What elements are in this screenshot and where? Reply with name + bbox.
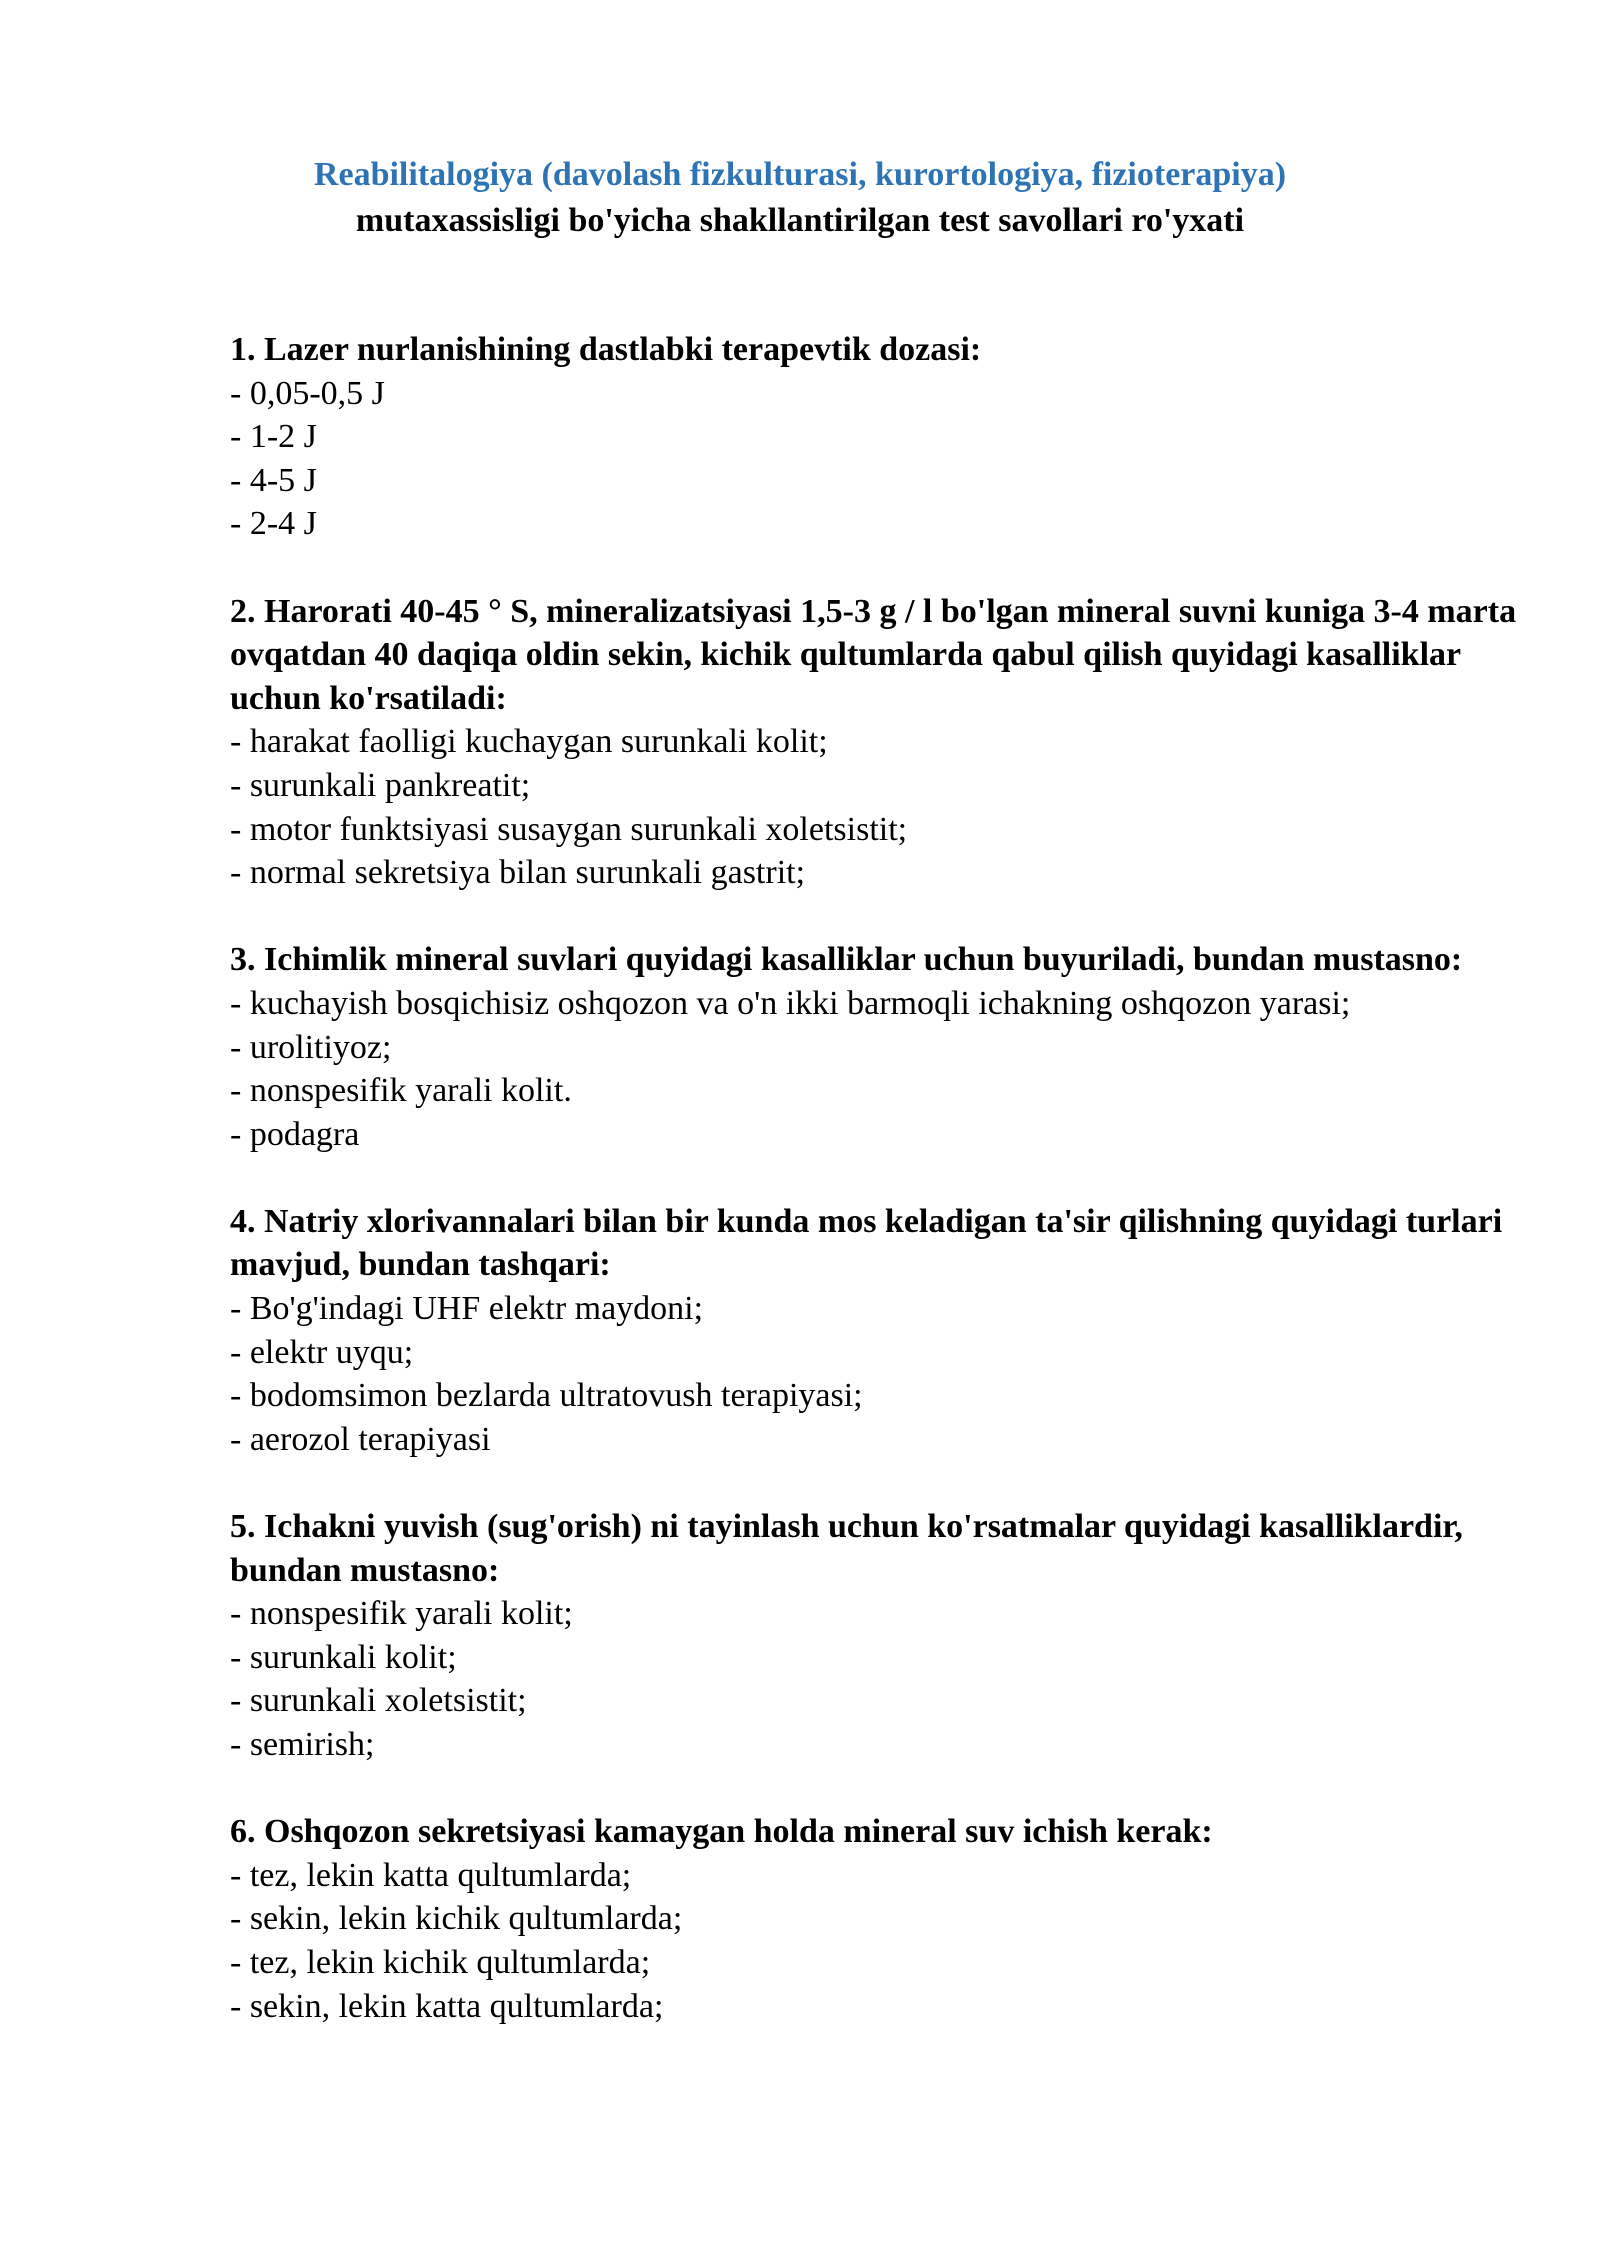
answer-option: - sekin, lekin kichik qultumlarda; [230,1900,683,1938]
answer-option: - nonspesifik yarali kolit; [230,1595,573,1633]
document-title: Reabilitalogiya (davolash fizkulturasi, kurortologiya, fizioterapiya) [313,156,1287,193]
answer-option: - surunkali xoletsistit; [230,1682,527,1720]
question-list [230,328,1530,2072]
question-4 [230,1200,1530,1462]
document-header [0,152,1600,244]
answer-option: - normal sekretsiya bilan surunkali gastrit; [230,854,806,892]
question-2 [230,590,1530,895]
question-text: 6. Oshqozon sekretsiyasi kamaygan holda mineral suv ichish kerak: [230,1813,1213,1851]
answer-option: - surunkali kolit; [230,1638,457,1676]
answer-option: - 2-4 J [230,505,317,543]
answer-option: - motor funktsiyasi susaygan surunkali xoletsistit; [230,810,908,848]
answer-option: - 1-2 J [230,418,317,456]
answer-option: - podagra [230,1115,360,1153]
question-text: 3. Ichimlik mineral suvlari quyidagi kasalliklar uchun buyuriladi, bundan mustasno: [230,941,1463,979]
answer-option: - semirish; [230,1726,375,1763]
answer-option: - 4-5 J [230,461,317,499]
question-6 [230,1810,1530,2028]
question-1 [230,328,1530,546]
answer-option: - kuchayish bosqichisiz oshqozon va o'n ikki barmoqli ichakning oshqozon yarasi; [230,984,1351,1022]
question-text: 5. Ichakni yuvish (sug'orish) ni tayinlash uchun ko'rsatmalar quyidagi kasalliklardir, bundan mustasno: [230,1508,1463,1589]
answer-option: - 0,05-0,5 J [230,374,385,412]
answer-option: - harakat faolligi kuchaygan surunkali kolit; [230,723,828,761]
answer-option: - surunkali pankreatit; [230,766,531,804]
question-5 [230,1505,1530,1767]
answer-option: - Bo'g'indagi UHF elektr maydoni; [230,1290,704,1328]
answer-option: - urolitiyoz; [230,1028,392,1066]
answer-option: - nonspesifik yarali kolit. [230,1072,572,1110]
answer-option: - sekin, lekin katta qultumlarda; [230,1987,664,2025]
question-text: 2. Harorati 40-45 ° S, mineralizatsiyasi 1,5-3 g / l bo'lgan mineral suvni kuniga 3-4 marta ovqatdan 40 daqiqa oldin sekin, kichik qultumlarda qabul qilish quyidagi kasalliklar uchun ko'rsatiladi: [230,592,1517,717]
answer-option: - aerozol terapiyasi [230,1420,491,1458]
question-text: 1. Lazer nurlanishining dastlabki terapevtik dozasi: [230,331,982,368]
answer-option: - tez, lekin katta qultumlarda; [230,1856,632,1894]
question-3 [230,938,1530,1156]
question-text: 4. Natriy xlorivannalari bilan bir kunda mos keladigan ta'sir qilishning quyidagi turlari mavjud, bundan tashqari: [230,1202,1503,1284]
answer-option: - tez, lekin kichik qultumlarda; [230,1943,651,1981]
document-subtitle: mutaxassisligi bo'yicha shakllantirilgan test savollari ro'yxati [355,202,1245,239]
answer-option: - bodomsimon bezlarda ultratovush terapiyasi; [230,1377,863,1415]
answer-option: - elektr uyqu; [230,1333,414,1371]
